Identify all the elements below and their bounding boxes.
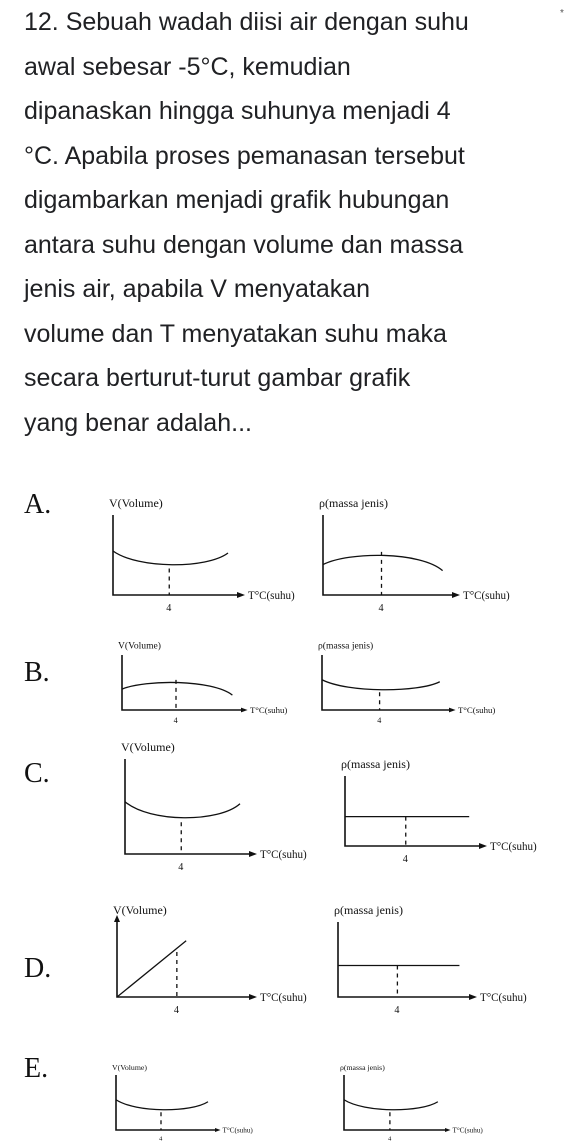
y-axis-label-density: ρ(massa jenis) [334, 903, 403, 917]
axis-arrow [469, 994, 477, 1000]
x-axis-label-temperature: T°C(suhu) [250, 705, 288, 716]
question-line: secara berturut-turut gambar grafik [24, 364, 411, 392]
axis-arrow [452, 592, 460, 598]
x-tick-label: 4 [173, 715, 178, 725]
x-axis-label-temperature: T°C(suhu) [260, 849, 307, 861]
axis-arrow [449, 708, 456, 713]
question-line: yang benar adalah... [24, 408, 252, 437]
option-a-label[interactable]: A. [24, 489, 52, 520]
axis-arrow [241, 708, 248, 713]
x-tick-label: 4 [394, 1005, 400, 1016]
axis [117, 922, 250, 997]
axis [338, 922, 470, 997]
y-axis-label-volume: V(Volume) [118, 640, 161, 652]
question-line: digambarkan menjadi grafik hubungan [24, 186, 450, 214]
y-axis-label-density: ρ(massa jenis) [340, 1062, 385, 1072]
question-line: volume dan T menyatakan suhu maka [24, 319, 447, 348]
data-curve [117, 941, 186, 997]
x-tick-label: 4 [402, 854, 408, 865]
data-curve [125, 802, 240, 818]
axis [113, 515, 238, 595]
x-tick-label: 4 [377, 715, 382, 725]
question-line: antara suhu dengan volume dan massa [24, 230, 464, 259]
x-tick-label: 4 [178, 862, 184, 873]
option-e-label[interactable]: E. [24, 1053, 49, 1084]
axis-arrow [479, 843, 487, 849]
axis [116, 1075, 216, 1130]
x-axis-label-temperature: T°C(suhu) [248, 590, 295, 602]
axis [344, 1075, 446, 1130]
x-tick-label: 4 [159, 1135, 163, 1143]
edge-mark: * [560, 8, 564, 19]
axis-arrow [215, 1128, 221, 1132]
data-curve [113, 551, 228, 565]
axis-arrow [237, 592, 245, 598]
x-tick-label: 4 [378, 603, 384, 614]
y-axis-label-volume: V(Volume) [121, 740, 175, 754]
x-axis-label-temperature: T°C(suhu) [222, 1126, 253, 1135]
data-curve [116, 1100, 208, 1110]
x-axis-label-temperature: T°C(suhu) [480, 992, 527, 1004]
y-axis-label-volume: V(Volume) [109, 496, 163, 510]
x-axis-label-temperature: T°C(suhu) [490, 841, 537, 853]
axis [125, 759, 250, 854]
y-axis-label-density: ρ(massa jenis) [319, 496, 388, 510]
x-axis-label-temperature: T°C(suhu) [458, 705, 496, 716]
data-curve [122, 682, 232, 695]
axis-arrow [249, 994, 257, 1000]
axis [345, 776, 480, 846]
data-curve [323, 555, 443, 570]
option-b-label[interactable]: B. [24, 657, 50, 688]
y-axis-label-density: ρ(massa jenis) [318, 640, 374, 652]
question-line: awal sebesar -5°C, kemudian [24, 52, 351, 81]
data-curve [344, 1100, 438, 1110]
axis [322, 655, 450, 710]
x-axis-label-temperature: T°C(suhu) [452, 1126, 483, 1135]
y-axis-label-density: ρ(massa jenis) [341, 757, 410, 771]
x-axis-label-temperature: T°C(suhu) [463, 590, 510, 602]
option-d-label[interactable]: D. [24, 953, 52, 984]
y-axis-label-volume: V(Volume) [112, 1062, 147, 1072]
x-tick-label: 4 [173, 1005, 179, 1016]
question-line: °C. Apabila proses pemanasan tersebut [24, 141, 465, 170]
axis-arrow [445, 1128, 451, 1132]
question-line: jenis air, apabila V menyatakan [24, 275, 371, 303]
data-curve [322, 680, 440, 690]
axis-arrow [249, 851, 257, 857]
question-line: 12. Sebuah wadah diisi air dengan suhu [24, 8, 469, 36]
x-tick-label: 4 [387, 1135, 392, 1143]
x-axis-label-temperature: T°C(suhu) [260, 992, 307, 1004]
x-tick-label: 4 [166, 603, 172, 614]
y-axis-label-volume: V(Volume) [113, 903, 167, 917]
question-line: dipanaskan hingga suhunya menjadi 4 [24, 97, 451, 125]
option-c-label[interactable]: C. [24, 758, 50, 789]
